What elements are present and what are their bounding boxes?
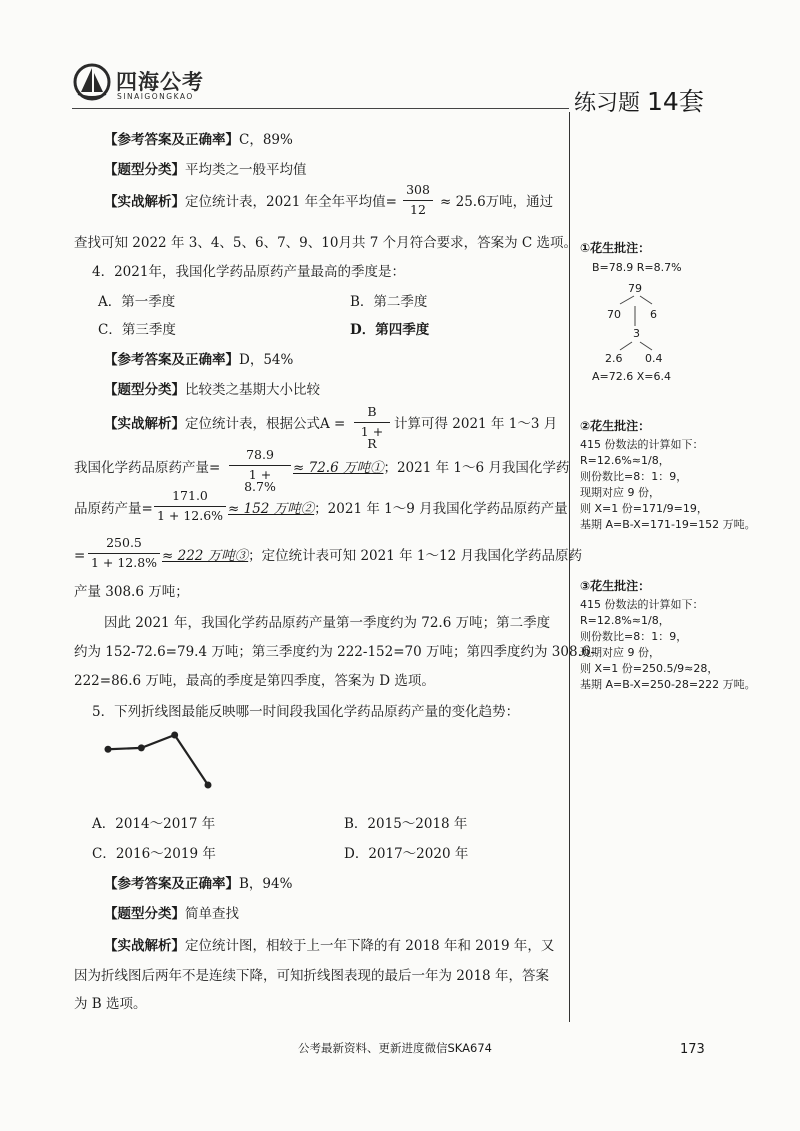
note-2-line1: 415 份数法的计算如下： bbox=[580, 438, 704, 451]
note-2-title: ②花生批注： bbox=[580, 419, 651, 433]
q4-option-d: D．第四季度 bbox=[350, 322, 430, 338]
q4-analysis-line1-post: 计算可得 2021 年 1～3 月 bbox=[394, 416, 558, 432]
q4-fraction-3: $\frac{250.5}{1 + 12.8\%}$ bbox=[88, 537, 160, 569]
q4-result-2: ≈ 152 万吨②；2021 年 1～9 月我国化学药品原药产量 bbox=[228, 501, 568, 517]
q3-analysis-line1: 【实战解析】定位统计表，2021 年全年平均值= bbox=[104, 194, 397, 210]
q4-analysis-line4: = bbox=[74, 548, 86, 564]
note-3-line4: 现期对应 9 份， bbox=[580, 646, 660, 659]
note-3-line2: R=12.8%≈1/8， bbox=[580, 614, 670, 627]
note-2-line2: R=12.6%≈1/8， bbox=[580, 454, 670, 467]
note-1-node-70: 70 bbox=[607, 308, 621, 321]
q5-answer: 【参考答案及正确率】B，94% bbox=[104, 876, 293, 892]
q4-analysis-line2: 我国化学药品原药产量= bbox=[74, 460, 221, 476]
q4-fraction-1: $\frac{78.9}{1 + 8.7\%}$ bbox=[229, 449, 291, 494]
note-1-tree-lines bbox=[580, 282, 700, 372]
note-3-line3: 则份数比=8：1：9， bbox=[580, 630, 688, 643]
chart-point-3 bbox=[171, 732, 178, 739]
note-1-node-3: 3 bbox=[633, 327, 640, 340]
set-label: 练习题 bbox=[574, 91, 641, 116]
q4-analysis-line1: 【实战解析】定位统计表，根据公式A = bbox=[104, 416, 346, 432]
q3-analysis-post: ≈ 25.6万吨，通过 bbox=[440, 194, 554, 210]
note-1-node-6: 6 bbox=[650, 308, 657, 321]
note-3-line6: 基期 A=B-X=250-28=222 万吨。 bbox=[580, 678, 756, 691]
q4-result-2-value: ≈ 152 万吨② bbox=[228, 501, 315, 517]
q4-result-1: ≈ 72.6 万吨①；2021 年 1～6 月我国化学药 bbox=[293, 460, 570, 476]
note-2-line3: 则份数比=8：1：9， bbox=[580, 470, 688, 483]
q4-stem: 4．2021年，我国化学药品原药产量最高的季度是： bbox=[92, 264, 405, 280]
note-3-line1: 415 份数法的计算如下： bbox=[580, 598, 704, 611]
q5-option-d: D．2017～2020 年 bbox=[344, 846, 469, 862]
q4-conclusion-3: 222=86.6 万吨，最高的季度是第四季度，答案为 D 选项。 bbox=[74, 673, 435, 689]
note-2-line5: 则 X=1 份=171/9=19， bbox=[580, 502, 708, 515]
q5-option-b: B．2015～2018 年 bbox=[344, 816, 468, 832]
q4-option-a: A．第一季度 bbox=[98, 294, 176, 310]
note-1-node-2.6: 2.6 bbox=[605, 352, 623, 365]
q4-analysis-line5: 产量 308.6 万吨； bbox=[74, 584, 189, 600]
q5-stem: 5．下列折线图最能反映哪一时间段我国化学药品原药产量的变化趋势： bbox=[92, 704, 520, 720]
q4-option-b: B．第二季度 bbox=[350, 294, 428, 310]
sail-logo-icon bbox=[72, 62, 112, 102]
q5-analysis-line3: 为 B 选项。 bbox=[74, 996, 147, 1012]
q5-analysis-line1: 【实战解析】定位统计图，相较于上一年下降的有 2018 年和 2019 年，又 bbox=[104, 938, 555, 954]
q4-result-1-value: ≈ 72.6 万吨① bbox=[293, 460, 384, 476]
logo bbox=[72, 62, 242, 106]
q5-line-chart bbox=[98, 725, 218, 795]
q4-option-c: C．第三季度 bbox=[98, 322, 176, 338]
note-1-title: ①花生批注： bbox=[580, 241, 651, 255]
q4-formula-fraction: $\frac{B}{1 + R}$ bbox=[354, 406, 390, 451]
chart-point-2 bbox=[138, 744, 145, 751]
q4-answer: 【参考答案及正确率】D，54% bbox=[104, 352, 294, 368]
q5-analysis-line2: 因为折线图后两年不是连续下降，可知折线图表现的最后一年为 2018 年，答案 bbox=[74, 968, 549, 984]
logo-subtext: SINAIGONGKAO bbox=[117, 92, 194, 101]
note-2-line4: 现期对应 9 份， bbox=[580, 486, 660, 499]
q3-fraction: $\frac{308}{12}$ bbox=[403, 184, 433, 216]
set-title bbox=[574, 82, 704, 118]
q4-result-3-value: ≈ 222 万吨③ bbox=[162, 548, 249, 564]
q3-answer: 【参考答案及正确率】C，89% bbox=[104, 132, 293, 148]
q5-option-c: C．2016～2019 年 bbox=[92, 846, 216, 862]
q5-type: 【题型分类】简单查找 bbox=[104, 906, 239, 922]
note-1-result: A=72.6 X=6.4 bbox=[592, 370, 671, 383]
note-3-line5: 则 X=1 份=250.5/9≈28， bbox=[580, 662, 719, 675]
q3-analysis-line2: 查找可知 2022 年 3、4、5、6、7、9、10月共 7 个月符合要求，答案为 C 选项。 bbox=[74, 235, 578, 251]
chart-point-1 bbox=[105, 746, 112, 753]
q4-conclusion-1: 因此 2021 年，我国化学药品原药产量第一季度约为 72.6 万吨；第二季度 bbox=[104, 615, 551, 631]
logo-text: 四海公考 bbox=[116, 70, 204, 94]
chart-point-4 bbox=[205, 782, 212, 789]
q4-result-3: ≈ 222 万吨③；定位统计表可知 2021 年 1～12 月我国化学药品原药 bbox=[162, 548, 582, 564]
note-1-line1: B=78.9 R=8.7% bbox=[592, 261, 682, 274]
q4-fraction-2: $\frac{171.0}{1 + 12.6\%}$ bbox=[154, 490, 226, 522]
set-number: 14套 bbox=[647, 87, 704, 116]
header-rule bbox=[72, 108, 569, 109]
q4-type: 【题型分类】比较类之基期大小比较 bbox=[104, 382, 320, 398]
q5-option-a: A．2014～2017 年 bbox=[92, 816, 216, 832]
q3-type: 【题型分类】平均类之一般平均值 bbox=[104, 162, 307, 178]
q4-analysis-line3: 品原药产量= bbox=[74, 501, 153, 517]
note-3-title: ③花生批注： bbox=[580, 579, 651, 593]
q4-conclusion-2: 约为 152-72.6=79.4 万吨；第三季度约为 222-152=70 万吨；第四季度约为 308.6- bbox=[74, 644, 596, 660]
note-2-line6: 基期 A=B-X=171-19=152 万吨。 bbox=[580, 518, 756, 531]
page-number: 173 bbox=[680, 1042, 705, 1057]
footer-notice: 公考最新资料、更新进度微信SKA674 bbox=[298, 1041, 492, 1055]
note-1-node-0.4: 0.4 bbox=[645, 352, 663, 365]
chart-series-line bbox=[108, 735, 208, 785]
note-1-node-79: 79 bbox=[628, 282, 642, 295]
